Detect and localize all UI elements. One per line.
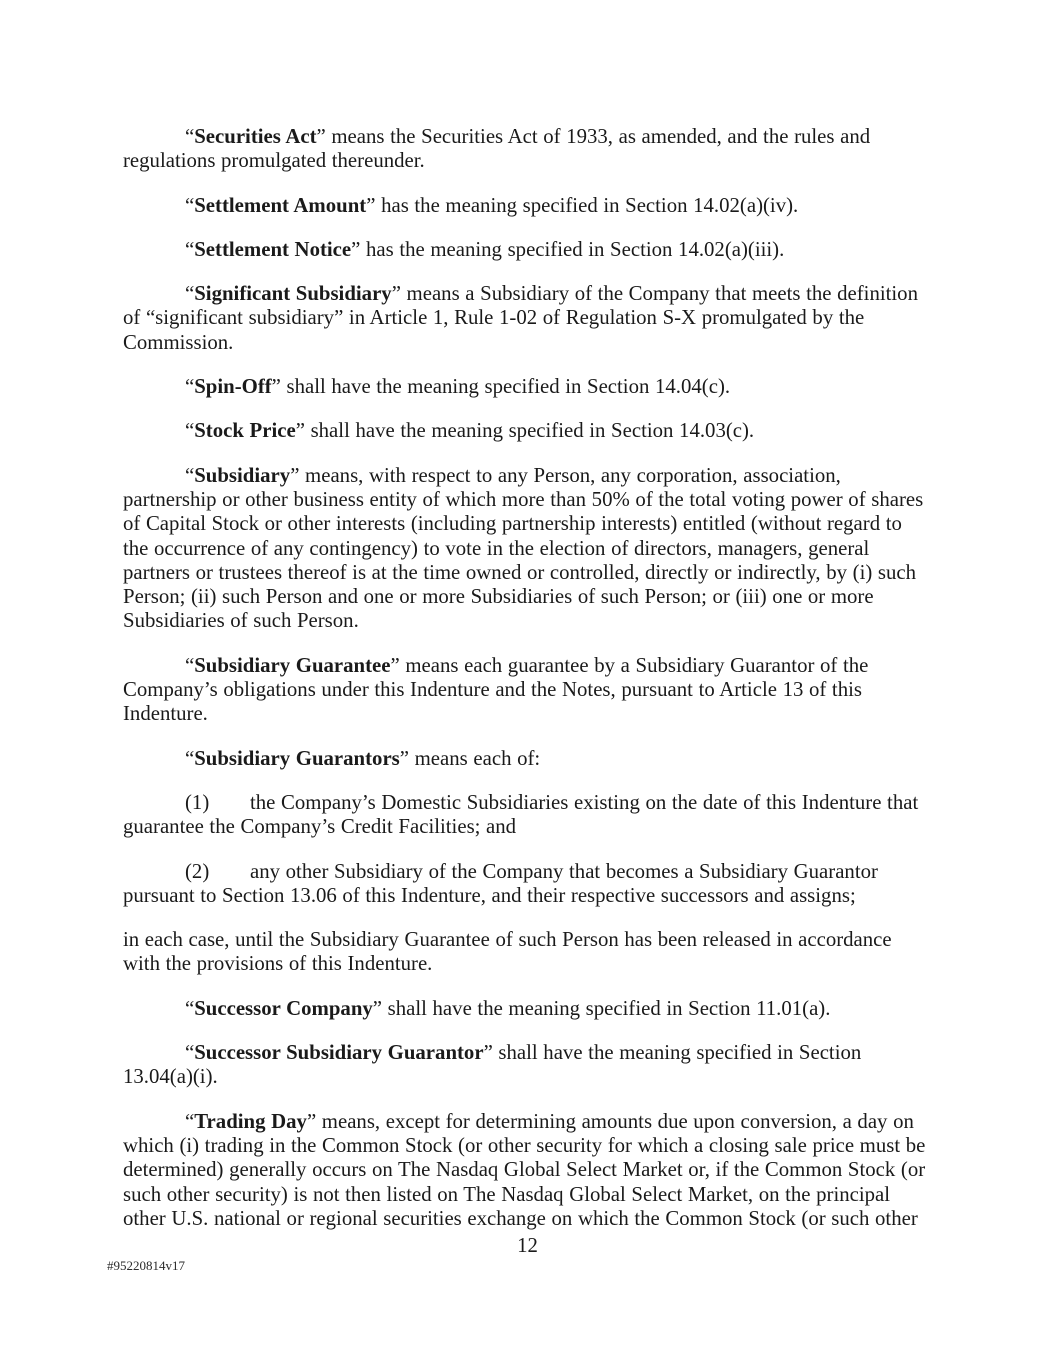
paragraph-text: ” means, with respect to any Person, any corporation, association, partnership or other business entity of which more than 50% of the total voting power of shares of Capital Stock or other interests (including partnership interests) entitled (without regard to the occurrence of any contingency) to vote in the election of directors, managers, general partners or trustees thereof is at the time owned or controlled, directly or indirectly, by (i) such Person; (ii) such Person and one or more Subsidiaries of such Person; or (iii) one or more Subsidiaries of such Person.	[123, 463, 924, 633]
defined-term: Stock Price	[194, 419, 296, 443]
paragraph-text: “	[185, 1041, 195, 1065]
paragraph-text: “	[185, 463, 195, 487]
defined-term: Subsidiary Guarantors	[194, 746, 400, 770]
paragraph-text: “	[185, 746, 195, 770]
definition-paragraph	[123, 464, 929, 634]
defined-term: Successor Company	[194, 996, 373, 1020]
definition-paragraph	[123, 419, 929, 443]
paragraph-text: ” shall have the meaning specified in Section 14.03(c).	[295, 419, 755, 443]
paragraph-text: ” means a Subsidiary of the Company that meets the definition of “significant subsidiary” in Article 1, Rule 1-02 of Regulation S-X promulgated by the Commission.	[123, 282, 918, 354]
paragraph-text: “	[185, 237, 195, 261]
paragraph-text: in each case, until the Subsidiary Guarantee of such Person has been released in accordance with the provisions of this Indenture.	[123, 928, 892, 976]
paragraph-text: “	[185, 1109, 195, 1133]
list-number: (2)	[185, 859, 210, 883]
definition-paragraph	[123, 747, 929, 771]
paragraph-text: “	[185, 125, 195, 148]
paragraph-text: any other Subsidiary of the Company that becomes a Subsidiary Guarantor pursuant to Section 13.06 of this Indenture, and their respective successors and assigns;	[123, 859, 878, 907]
paragraph-text: ” has the meaning specified in Section 14.02(a)(iii).	[351, 237, 785, 261]
paragraph-text: ” shall have the meaning specified in Section 14.04(c).	[271, 375, 731, 399]
paragraph-text: ” means each guarantee by a Subsidiary Guarantor of the Company’s obligations under this Indenture and the Notes, pursuant to Article 13 of this Indenture.	[123, 653, 869, 726]
paragraph-text: “	[185, 653, 195, 677]
paragraph-text: “	[185, 282, 195, 306]
body-paragraph	[123, 928, 929, 977]
definition-paragraph	[123, 997, 929, 1021]
list-number: (1)	[185, 790, 210, 814]
paragraph-text: “	[185, 375, 195, 399]
body-paragraph	[123, 860, 929, 909]
paragraph-text: ” means, except for determining amounts due upon conversion, a day on which (i) trading in the Common Stock (or other security for which a closing sale price must be determined) generally occurs on The Nasdaq Global Select Market or, if the Common Stock (or such other security) is not then listed on The Nasdaq Global Select Market, on the principal other U.S. national or regional securities exchange on which the Common Stock (or such other	[123, 1109, 926, 1230]
defined-term: Spin-Off	[194, 375, 272, 399]
definition-paragraph	[123, 194, 929, 218]
defined-term: Significant Subsidiary	[194, 282, 392, 306]
defined-term: Settlement Amount	[194, 193, 367, 217]
page-number: 12	[517, 1234, 538, 1257]
paragraph-text: ” shall have the meaning specified in Section 11.01(a).	[372, 996, 831, 1020]
paragraph-text: ” has the meaning specified in Section 14.02(a)(iv).	[366, 193, 799, 217]
defined-term: Successor Subsidiary Guarantor	[194, 1041, 484, 1065]
definition-paragraph	[123, 282, 929, 355]
document-body	[123, 125, 929, 1231]
definition-paragraph	[123, 125, 929, 174]
paragraph-text: ” shall have the meaning specified in Section 13.04(a)(i).	[123, 1041, 862, 1089]
paragraph-text: ” means each of:	[399, 746, 541, 770]
definition-paragraph	[123, 375, 929, 399]
definition-paragraph	[123, 238, 929, 262]
defined-term: Settlement Notice	[194, 237, 352, 261]
defined-term: Trading Day	[194, 1109, 307, 1133]
defined-term: Subsidiary	[194, 463, 291, 487]
definition-paragraph	[123, 1110, 929, 1231]
paragraph-text: “	[185, 996, 195, 1020]
document-stamp: #95220814v17	[107, 1258, 185, 1273]
paragraph-text: the Company’s Domestic Subsidiaries existing on the date of this Indenture that guarantee the Company’s Credit Facilities; and	[123, 790, 919, 839]
paragraph-text: “	[185, 193, 195, 217]
defined-term: Securities Act	[194, 125, 317, 148]
defined-term: Subsidiary Guarantee	[194, 653, 391, 677]
paragraph-text: “	[185, 419, 195, 443]
definition-paragraph	[123, 1041, 929, 1090]
definition-paragraph	[123, 654, 929, 727]
paragraph-text: ” means the Securities Act of 1933, as amended, and the rules and regulations promulgated thereunder.	[123, 125, 871, 173]
body-paragraph	[123, 791, 929, 840]
